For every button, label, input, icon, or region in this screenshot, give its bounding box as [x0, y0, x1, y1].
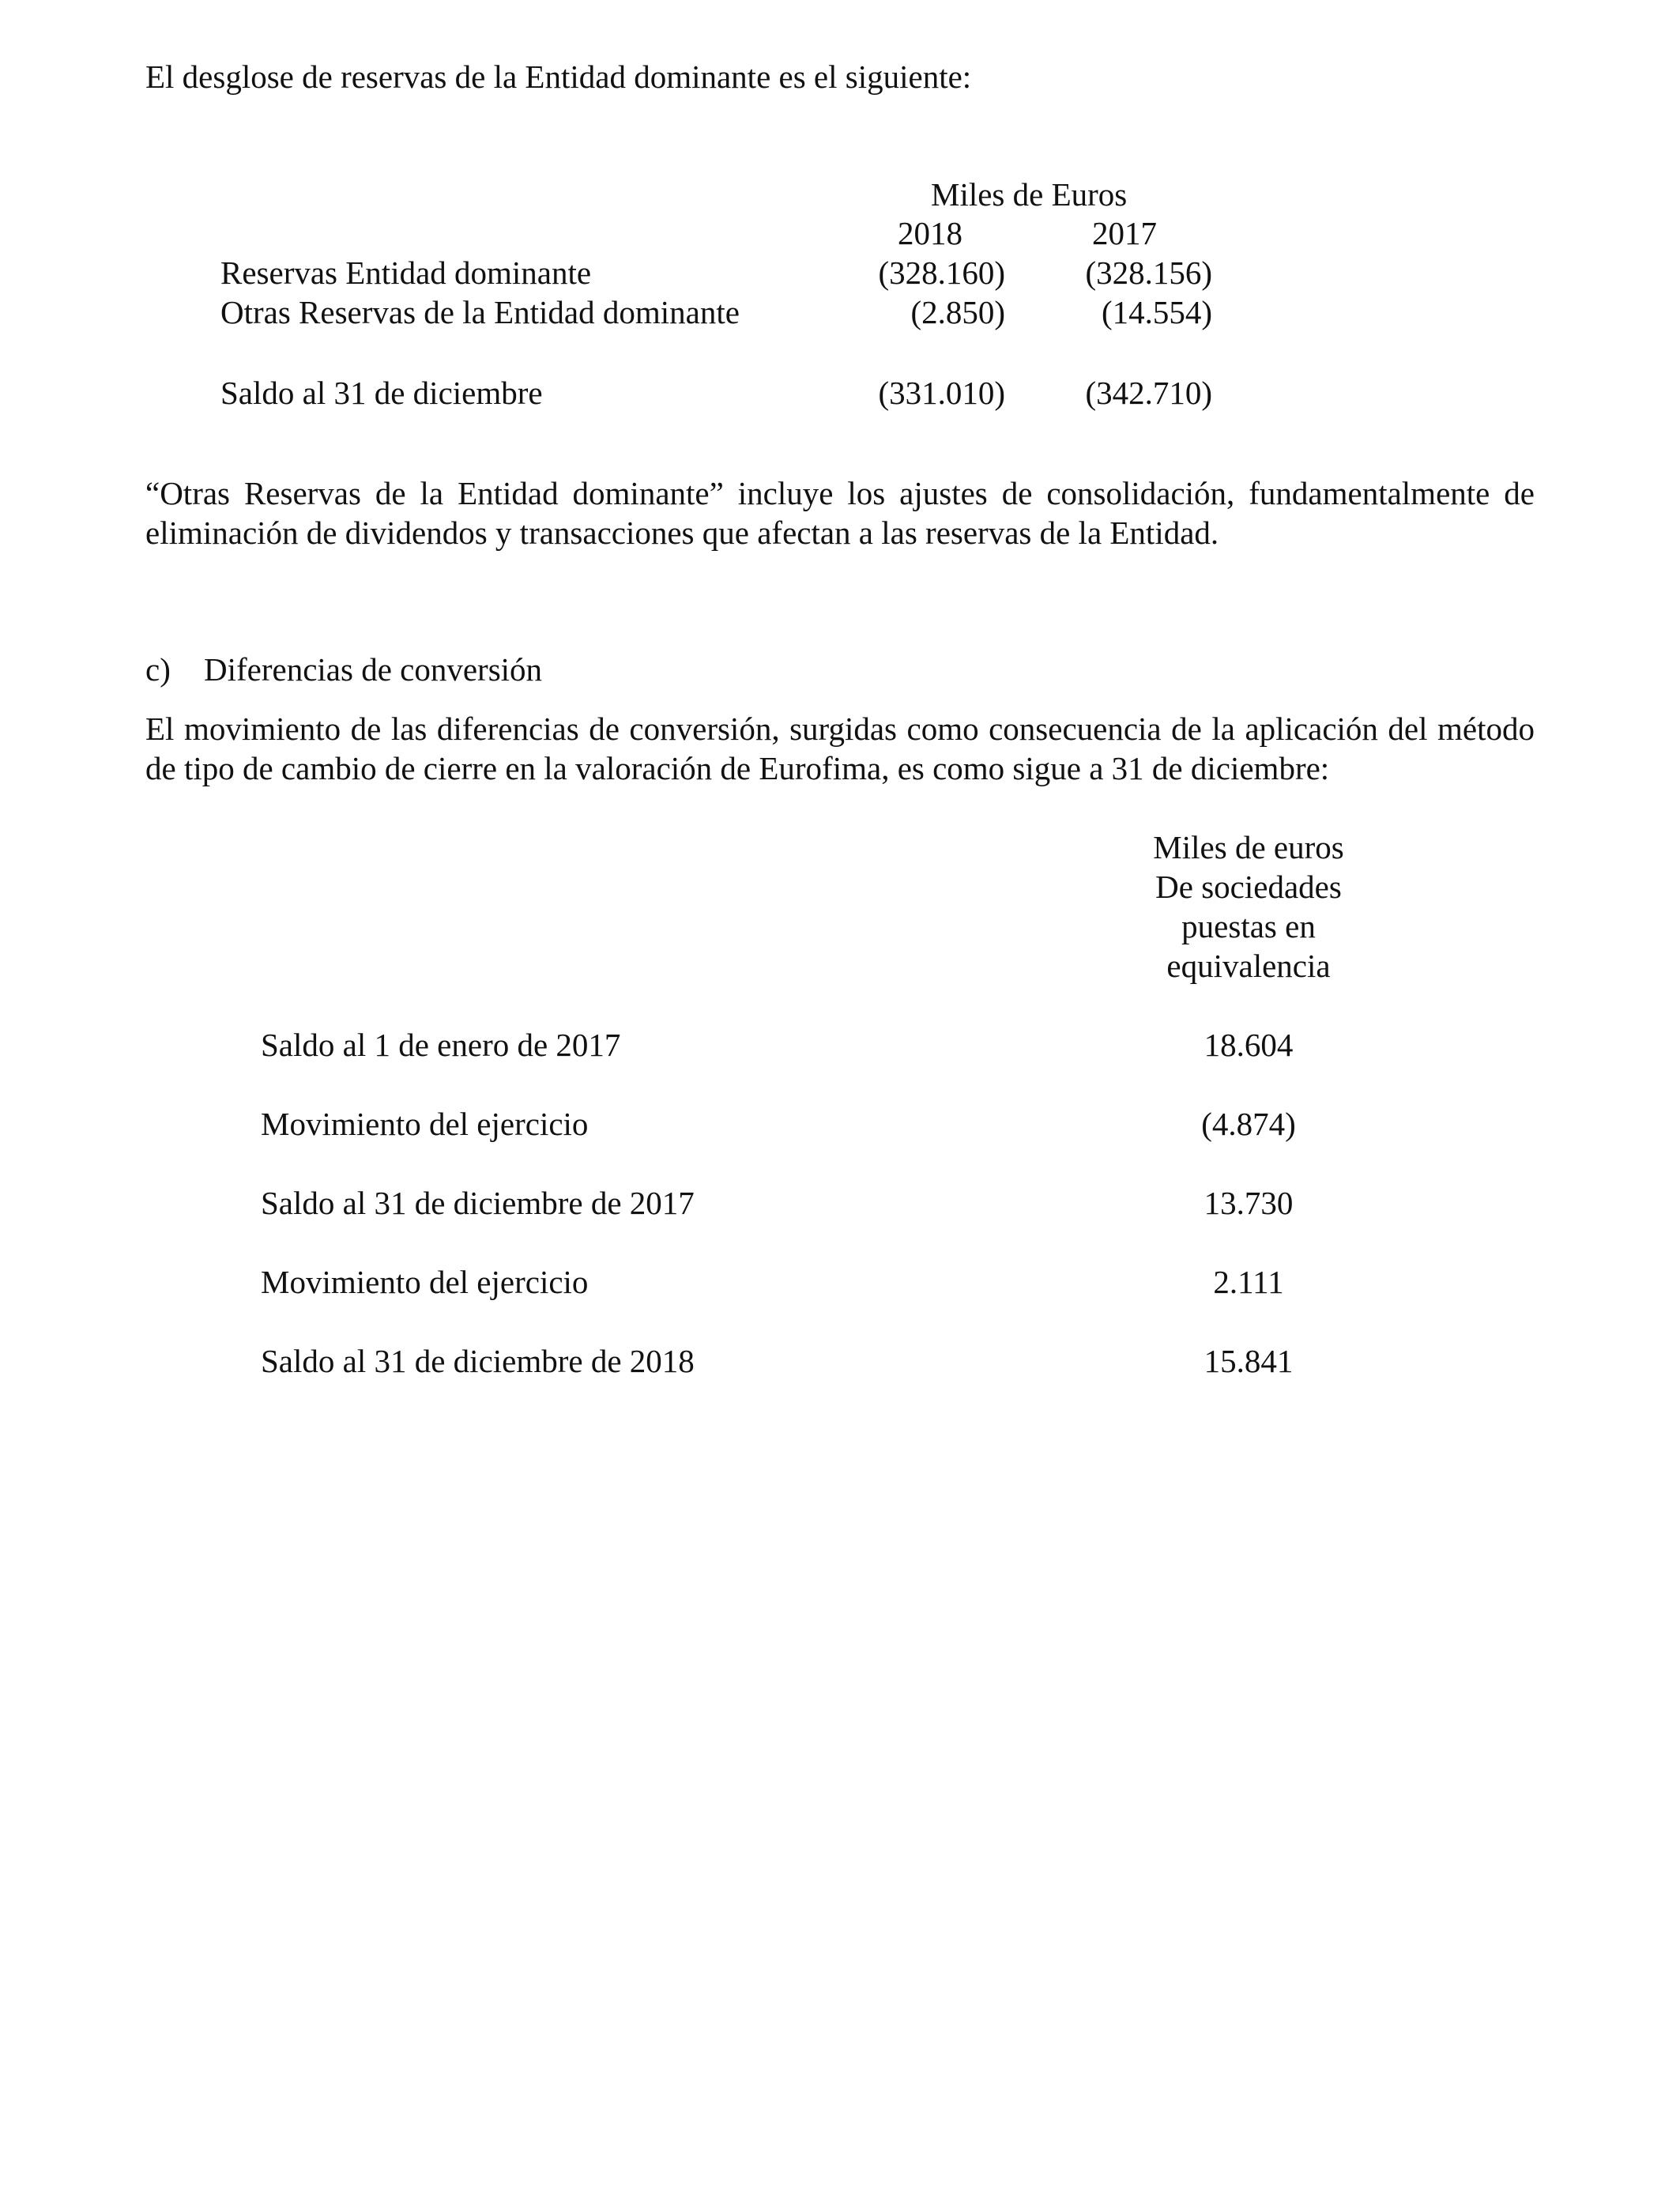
reserves-row-label: Otras Reservas de la Entidad dominante — [220, 294, 740, 330]
reserves-row-value-2017: (14.554) — [1101, 294, 1212, 330]
conversion-row-value: (4.874) — [1201, 1106, 1296, 1142]
conversion-row-label: Movimiento del ejercicio — [261, 1106, 589, 1142]
conversion-row-label: Saldo al 31 de diciembre de 2018 — [261, 1343, 695, 1379]
reserves-unit-header: Miles de Euros — [931, 176, 1128, 213]
note-paragraph: “Otras Reservas de la Entidad dominante” incluye los ajustes de consolidación, fundamentalmente de eliminación de dividendos y transacciones que afectan a las reservas de la Entidad. — [145, 475, 1535, 551]
intro-text: El desglose de reservas de la Entidad dominante es el siguiente: — [145, 58, 972, 95]
conversion-header-line: puestas en — [1181, 908, 1316, 944]
conversion-row-label: Saldo al 31 de diciembre de 2017 — [261, 1185, 695, 1221]
reserves-total-value-2017: (342.710) — [1085, 375, 1212, 411]
reserves-row-value-2018: (328.160) — [878, 254, 1005, 291]
reserves-row-value-2017: (328.156) — [1085, 254, 1212, 291]
reserves-row-label: Reservas Entidad dominante — [220, 254, 592, 291]
conversion-row-value: 15.841 — [1203, 1343, 1294, 1379]
conversion-row-value: 13.730 — [1203, 1185, 1294, 1221]
section-c-heading — [145, 650, 542, 689]
conversion-column-header — [1106, 827, 1391, 986]
conversion-row-label: Movimiento del ejercicio — [261, 1264, 589, 1300]
conversion-header-line: Miles de euros — [1153, 829, 1344, 865]
section-c-title: Diferencias de conversión — [204, 651, 543, 688]
section-c-letter: c) — [145, 651, 171, 688]
reserves-year-2018-header: 2018 — [898, 215, 962, 251]
reserves-total-value-2018: (331.010) — [878, 375, 1005, 411]
conversion-header-line: equivalencia — [1166, 948, 1331, 984]
reserves-row-value-2018: (2.850) — [910, 294, 1005, 330]
reserves-year-2017-header: 2017 — [1092, 215, 1157, 251]
conversion-row-label: Saldo al 1 de enero de 2017 — [261, 1027, 621, 1063]
conversion-row-value: 2.111 — [1213, 1264, 1284, 1300]
movement-paragraph: El movimiento de las diferencias de conversión, surgidas como consecuencia de la aplicación del método de tipo de cambio de cierre en la valoración de Eurofima, es como sigue a 31 de diciembre: — [145, 711, 1535, 786]
conversion-header-line: De sociedades — [1155, 869, 1342, 905]
reserves-total-label: Saldo al 31 de diciembre — [220, 375, 543, 411]
conversion-row-value: 18.604 — [1203, 1027, 1294, 1063]
